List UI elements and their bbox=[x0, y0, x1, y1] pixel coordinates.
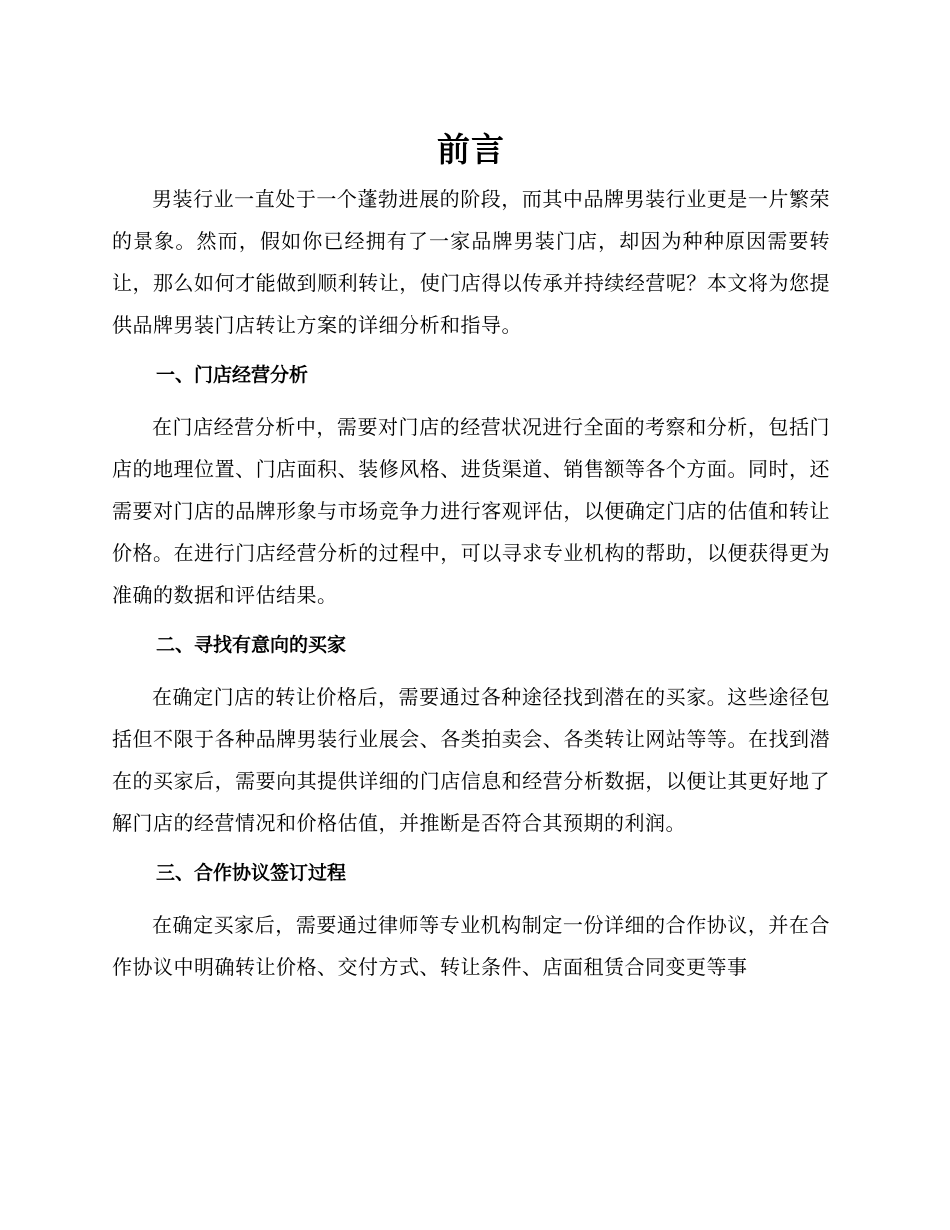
section-heading-find-buyers: 二、寻找有意向的买家 bbox=[156, 634, 347, 656]
document-content bbox=[112, 128, 830, 988]
section-body-agreement: 在确定买家后，需要通过律师等专业机构制定一份详细的合作协议，并在合作协议中明确转让价格、交付方式、转让条件、店面租赁合同变更等事 bbox=[112, 913, 830, 979]
section-body-find-buyers: 在确定门店的转让价格后，需要通过各种途径找到潜在的买家。这些途径包括但不限于各种品牌男装行业展会、各类拍卖会、各类转让网站等等。在找到潜在的买家后，需要向其提供详细的门店信息和经营分析数据，以便让其更好地了解门店的经营情况和价格估值，并推断是否符合其预期的利润。 bbox=[112, 685, 830, 835]
section-body-store-analysis: 在门店经营分析中，需要对门店的经营状况进行全面的考察和分析，包括门店的地理位置、门店面积、装修风格、进货渠道、销售额等各个方面。同时，还需要对门店的品牌形象与市场竞争力进行客观评估，以便确定门店的估值和转让价格。在进行门店经营分析的过程中，可以寻求专业机构的帮助，以便获得更为准确的数据和评估结果。 bbox=[112, 415, 830, 607]
section-heading-store-analysis: 一、门店经营分析 bbox=[156, 364, 309, 386]
intro-paragraph: 男装行业一直处于一个蓬勃进展的阶段，而其中品牌男装行业更是一片繁荣的景象。然而，假如你已经拥有了一家品牌男装门店，却因为种种原因需要转让，那么如何才能做到顺利转让，使门店得以传承并持续经营呢？本文将为您提供品牌男装门店转让方案的详细分析和指导。 bbox=[112, 187, 830, 337]
page-title: 前言 bbox=[437, 130, 505, 169]
section-heading-agreement: 三、合作协议签订过程 bbox=[156, 862, 347, 884]
